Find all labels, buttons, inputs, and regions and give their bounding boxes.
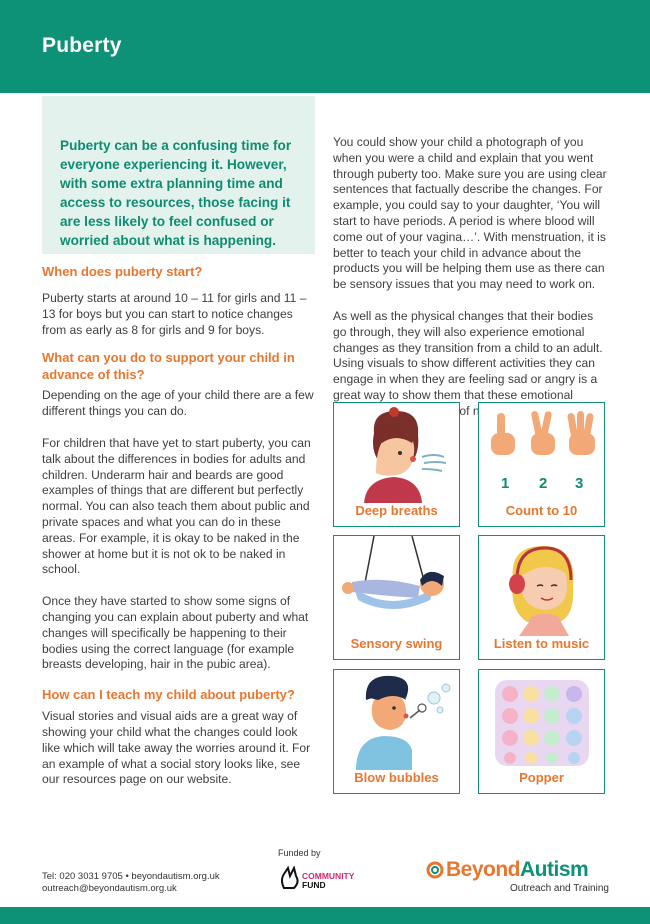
tile-count-to-10 [478, 402, 605, 527]
child-swing-icon [334, 536, 461, 636]
left-column [42, 263, 314, 788]
brand-autism: Autism [520, 858, 589, 881]
lottery-fingers-icon [278, 866, 300, 890]
paragraph-puberty-start: Puberty starts at around 10 – 11 for girls and 11 – 13 for boys but you can start to notice changes from as early as 8 for girls and 9 for boys. [42, 291, 307, 337]
headphones-girl-icon [479, 536, 606, 636]
tile-blow-bubbles [333, 669, 460, 794]
cf-line1: COMMUNITY [302, 871, 355, 881]
activity-grid [333, 402, 605, 794]
paragraph-before-puberty: For children that have yet to start puberty, you can talk about the differences in bodies for adults and children. Underarm hair and beards are good examples of things that are different but perfectly normal. You can also teach them about public and private spaces and what you can do in these areas. For example, it is okay to be naked in the shower at home but it is not ok to be naked in school. [42, 435, 311, 577]
paragraph-teach: Visual stories and visual aids are a great way of showing your child what the changes could look like which will take away the worries around it. For an example of what a social story looks like, see our resources page on our website. [42, 709, 311, 787]
contact-phone-web: Tel: 020 3031 9705 • beyondautism.org.uk [42, 871, 220, 882]
tile-sensory-swing [333, 535, 460, 660]
footer-bar [0, 907, 650, 924]
page-header [0, 0, 650, 93]
contact-email: outreach@beyondautism.org.uk [42, 883, 177, 894]
count-number-3: 3 [575, 475, 584, 492]
paragraph-support-intro: Depending on the age of your child there are a few different things you can do. [42, 388, 314, 419]
heading-puberty-start: When does puberty start? [42, 264, 203, 279]
count-number-2: 2 [539, 475, 548, 492]
tile-label: Count to 10 [505, 503, 578, 518]
funded-by-text: Funded by [278, 848, 321, 858]
footer-contact [42, 871, 220, 895]
boy-bubbles-icon [334, 670, 461, 770]
beyond-autism-swirl-icon [426, 861, 444, 879]
page-title: Puberty [42, 34, 122, 57]
tile-label: Blow bubbles [354, 770, 439, 785]
brand-subtitle: Outreach and Training [510, 883, 609, 894]
paragraph-during-puberty: Once they have started to show some signs of changing you can explain about puberty and what changes will specifically be happening to their bodies using the correct language (for example breasts developing, hair in the pubic area). [42, 594, 309, 672]
count-number-1: 1 [501, 475, 510, 492]
tile-label: Deep breaths [355, 503, 438, 518]
tile-label: Popper [519, 770, 564, 785]
girl-breathing-icon [334, 403, 461, 503]
tile-popper [478, 669, 605, 794]
tile-label: Sensory swing [350, 636, 443, 651]
tile-deep-breaths [333, 402, 460, 527]
brand-beyond: Beyond [446, 858, 521, 881]
heading-teach: How can I teach my child about puberty? [42, 687, 295, 703]
paragraph-photograph: You could show your child a photograph of you when you were a child and explain that you went through puberty too. Make sure you are using clear sentences that factually describe the changes. For example, you could say to your daughter, ‘You will start to have periods. A period is where blood will come out of your vagina…’. With menstruation, it is better to teach your child in advance about the products you will be helping them use as there can be sensory issues that you may need to work on. [333, 135, 607, 292]
brand-name [446, 858, 588, 882]
community-fund-text [302, 872, 354, 890]
tile-label: Listen to music [493, 636, 590, 651]
tile-listen-to-music [478, 535, 605, 660]
intro-text: Puberty can be a confusing time for everyone experiencing it. However, with some extra planning time and access to resources, those facing it are less likely to feel confused or worried about what is happening. [60, 138, 292, 248]
cf-line2: FUND [302, 880, 326, 890]
pop-it-toy-icon [479, 670, 606, 770]
paragraph-emotional: As well as the physical changes that their bodies go through, they will also experience emotional changes as they transition from a child to an adult. Using visuals to show different activities they can engage in when they are feeling sad or angry is a great way to show them that these emotional of [333, 308, 603, 418]
intro-box [42, 96, 315, 254]
right-column [333, 135, 608, 420]
heading-support: What can you do to support your child in advance of this? [42, 350, 295, 383]
